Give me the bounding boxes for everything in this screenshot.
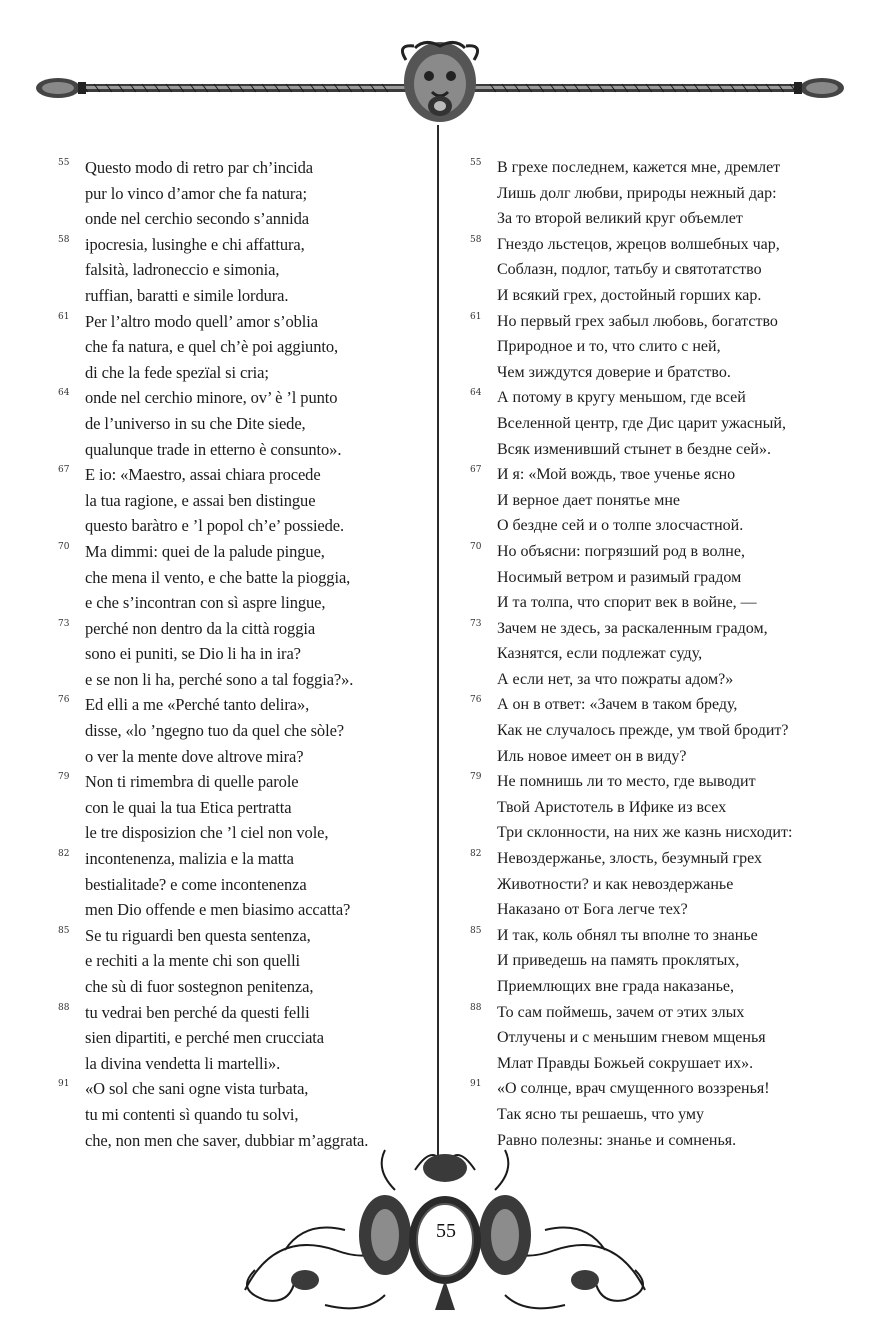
verse-line: И приведешь на память проклятых, bbox=[497, 952, 740, 970]
right-finial-icon bbox=[794, 78, 844, 98]
verse-line: За то второй великий круг объемлет bbox=[497, 210, 743, 228]
verse-line: e che s’incontran con sì aspre lingue, bbox=[85, 593, 326, 613]
verse-line: И та толпа, что спорит век в войне, — bbox=[497, 594, 757, 612]
verse-number: 79 bbox=[470, 772, 482, 783]
verse-line: men Dio offende e men biasimo accatta? bbox=[85, 900, 351, 920]
verse-line: В грехе последнем, кажется мне, дремлет bbox=[497, 159, 781, 176]
verse-line: Как не случалось прежде, ум твой бродит? bbox=[497, 722, 789, 740]
verse-line: О бездне сей и о толпе злосчастной. bbox=[497, 517, 744, 535]
stanza bbox=[470, 923, 830, 1000]
verse-line: И я: «Мой вождь, твое ученье ясно bbox=[497, 466, 736, 484]
verse-line: И всякий грех, достойный горших кар. bbox=[497, 286, 762, 304]
verse-number: 58 bbox=[58, 234, 70, 245]
verse-line: sien dipartiti, e perché men crucciata bbox=[85, 1028, 324, 1048]
verse-line: ruffian, baratti e simile lordura. bbox=[85, 285, 289, 305]
stanza bbox=[470, 385, 830, 462]
stanza bbox=[58, 309, 418, 386]
stanza bbox=[470, 769, 830, 846]
verse-line: Животности? и как невоздержанье bbox=[497, 875, 734, 893]
verse-line: «О солнце, врач смущенного воззренья! bbox=[497, 1080, 770, 1098]
verse-line: «O sol che sani ogne vista turbata, bbox=[85, 1079, 309, 1099]
stanza bbox=[470, 232, 830, 309]
verse-number: 58 bbox=[470, 234, 482, 245]
verse-line: che fa natura, e quel ch’è poi aggiunto, bbox=[85, 337, 339, 357]
verse-line: che sù di fuor sostegnon penitenza, bbox=[85, 977, 314, 996]
stanza bbox=[58, 232, 418, 309]
verse-number: 88 bbox=[58, 1002, 70, 1013]
verse-line: Но первый грех забыл любовь, богатство bbox=[497, 312, 778, 330]
verse-number: 73 bbox=[470, 618, 482, 629]
stanza bbox=[470, 1000, 830, 1077]
stanza bbox=[470, 692, 830, 769]
verse-line: bestialitade? e come incontenenza bbox=[85, 874, 307, 894]
verse-line: Отлучены и с меньшим гневом мщенья bbox=[497, 1029, 766, 1047]
verse-line: Non ti rimembra di quelle parole bbox=[85, 772, 299, 792]
verse-line: И так, коль обнял ты вполне то знанье bbox=[497, 926, 758, 944]
verse-line: А если нет, за что пожраты адом?» bbox=[497, 670, 734, 688]
stanza bbox=[58, 769, 418, 846]
verse-line: disse, «lo ’ngegno tuo da quel che sòle? bbox=[85, 721, 345, 741]
verse-line: perché non dentro da la città roggia bbox=[85, 618, 316, 638]
verse-line: Соблазн, подлог, татьбу и святотатство bbox=[497, 261, 762, 279]
verse-number: 76 bbox=[58, 695, 70, 706]
stanza bbox=[58, 923, 418, 1000]
verse-line: le tre disposizion che ’l ciel non vole, bbox=[85, 823, 329, 843]
stanza bbox=[58, 1000, 418, 1077]
verse-number: 91 bbox=[470, 1079, 482, 1090]
stanza bbox=[470, 539, 830, 616]
stanza bbox=[58, 692, 418, 769]
verse-number: 70 bbox=[470, 541, 482, 552]
verse-line: Лишь долг любви, природы нежный дар: bbox=[497, 184, 777, 202]
verse-number: 85 bbox=[470, 925, 482, 936]
verse-number: 85 bbox=[58, 925, 70, 936]
verse-line: Равно полезны: знанье и сомненья. bbox=[497, 1131, 737, 1149]
verse-number: 91 bbox=[58, 1079, 70, 1090]
verse-number: 76 bbox=[470, 695, 482, 706]
verse-line: И верное дает понятье мне bbox=[497, 491, 680, 509]
verse-line: che mena il vento, e che batte la pioggia, bbox=[85, 567, 351, 587]
verse-line: Приемлющих вне града наказанье, bbox=[497, 978, 734, 995]
verse-number: 88 bbox=[470, 1002, 482, 1013]
verse-line: onde nel cerchio minore, ov’ è ’l punto bbox=[85, 388, 338, 408]
lion-rod-ornament bbox=[30, 40, 850, 140]
stanza bbox=[470, 846, 830, 923]
verse-line: Ed elli a me «Perché tanto delira», bbox=[85, 695, 310, 715]
verse-line: pur lo vinco d’amor che fa natura; bbox=[85, 183, 308, 203]
verse-number: 82 bbox=[470, 849, 482, 860]
stanza bbox=[58, 155, 418, 232]
verse-line: Млат Правды Божьей сокрушает их». bbox=[497, 1054, 754, 1072]
verse-line: e se non li ha, perché sono a tal foggia?». bbox=[85, 669, 354, 689]
page-number: 55 bbox=[436, 1220, 456, 1242]
verse-line: То сам поймешь, зачем от этих злых bbox=[497, 1003, 745, 1021]
verse-number: 55 bbox=[470, 158, 482, 168]
russian-text-column bbox=[470, 155, 830, 1153]
verse-line: Se tu riguardi ben questa sentenza, bbox=[85, 925, 311, 945]
verse-number: 70 bbox=[58, 541, 70, 552]
stanza bbox=[470, 616, 830, 693]
verse-number: 67 bbox=[470, 465, 482, 476]
verse-line: А он в ответ: «Зачем в таком бреду, bbox=[497, 696, 738, 714]
stanza bbox=[58, 846, 418, 923]
verse-line: con le quai la tua Etica pertratta bbox=[85, 797, 292, 817]
verse-line: Не помнишь ли то место, где выводит bbox=[497, 773, 756, 791]
verse-line: Казнятся, если подлежат суду, bbox=[497, 645, 703, 663]
verse-line: e rechiti a la mente chi son quelli bbox=[85, 951, 301, 971]
stanza bbox=[58, 539, 418, 616]
verse-line: qualunque trade in etterno è consunto». bbox=[85, 439, 342, 459]
verse-line: questo baràtro e ’l popol ch’e’ possiede. bbox=[85, 516, 345, 536]
verse-line: Три склонности, на них же казнь нисходит: bbox=[497, 824, 793, 842]
stanza bbox=[470, 462, 830, 539]
verse-line: tu mi contenti sì quando tu solvi, bbox=[85, 1104, 299, 1124]
stanza bbox=[58, 462, 418, 539]
verse-line: Вселенной центр, где Дис царит ужасный, bbox=[497, 414, 786, 432]
verse-line: di che la fede spezïal si cria; bbox=[85, 362, 269, 382]
verse-number: 64 bbox=[470, 388, 482, 399]
verse-line: Так ясно ты решаешь, что уму bbox=[497, 1105, 704, 1123]
verse-line: la divina vendetta li martelli». bbox=[85, 1053, 281, 1073]
stanza bbox=[58, 385, 418, 462]
verse-line: А потому в кругу меньшом, где всей bbox=[497, 389, 746, 407]
verse-line: Гнездо льстецов, жрецов волшебных чар, bbox=[497, 235, 780, 253]
verse-line: Ma dimmi: quei de la palude pingue, bbox=[85, 541, 325, 561]
verse-number: 61 bbox=[58, 311, 70, 322]
verse-line: ipocresia, lusinghe e chi affattura, bbox=[85, 234, 305, 254]
verse-line: la tua ragione, e assai ben distingue bbox=[85, 490, 316, 510]
stanza bbox=[470, 155, 830, 232]
verse-number: 73 bbox=[58, 618, 70, 629]
verse-line: sono ei puniti, se Dio li ha in ira? bbox=[85, 644, 301, 664]
verse-line: Природное и то, что слито с ней, bbox=[497, 338, 721, 356]
verse-line: che, non men che saver, dubbiar m’aggrata. bbox=[85, 1130, 369, 1150]
verse-line: Твой Аристотель в Ифике из всех bbox=[497, 798, 727, 816]
lion-head-icon bbox=[402, 42, 477, 122]
verse-line: de l’universo in su che Dite siede, bbox=[85, 413, 306, 433]
verse-line: onde nel cerchio secondo s’annida bbox=[85, 209, 309, 229]
verse-number: 55 bbox=[58, 158, 70, 168]
verse-line: Но объясни: погрязший род в волне, bbox=[497, 542, 745, 560]
verse-line: Per l’altro modo quell’ amor s’oblia bbox=[85, 311, 318, 331]
verse-line: Наказано от Бога легче тех? bbox=[497, 901, 688, 919]
verse-line: Носимый ветром и разимый градом bbox=[497, 568, 742, 586]
verse-line: o ver la mente dove altrove mira? bbox=[85, 746, 304, 766]
verse-line: Иль новое имеет он в виду? bbox=[497, 747, 687, 765]
verse-line: falsità, ladroneccio e simonia, bbox=[85, 260, 280, 280]
verse-line: tu vedrai ben perché da questi felli bbox=[85, 1002, 310, 1022]
verse-line: Всяк изменивший стынет в бездне сей». bbox=[497, 440, 771, 458]
verse-line: E io: «Maestro, assai chiara procede bbox=[85, 465, 321, 485]
verse-number: 79 bbox=[58, 772, 70, 783]
left-finial-icon bbox=[36, 78, 86, 98]
verse-line: Невоздержанье, злость, безумный грех bbox=[497, 850, 763, 868]
column-divider bbox=[437, 125, 439, 1155]
verse-line: incontenenza, malizia e la matta bbox=[85, 849, 294, 869]
verse-number: 61 bbox=[470, 311, 482, 322]
verse-line: Questo modo di retro par ch’incida bbox=[85, 158, 313, 177]
stanza bbox=[58, 616, 418, 693]
verse-number: 82 bbox=[58, 849, 70, 860]
verse-number: 64 bbox=[58, 388, 70, 399]
verse-line: Чем зиждутся доверие и братство. bbox=[497, 363, 731, 381]
verse-line: Зачем не здесь, за раскаленным градом, bbox=[497, 619, 768, 637]
italian-text-column bbox=[58, 155, 418, 1153]
stanza bbox=[470, 309, 830, 386]
verse-number: 67 bbox=[58, 465, 70, 476]
